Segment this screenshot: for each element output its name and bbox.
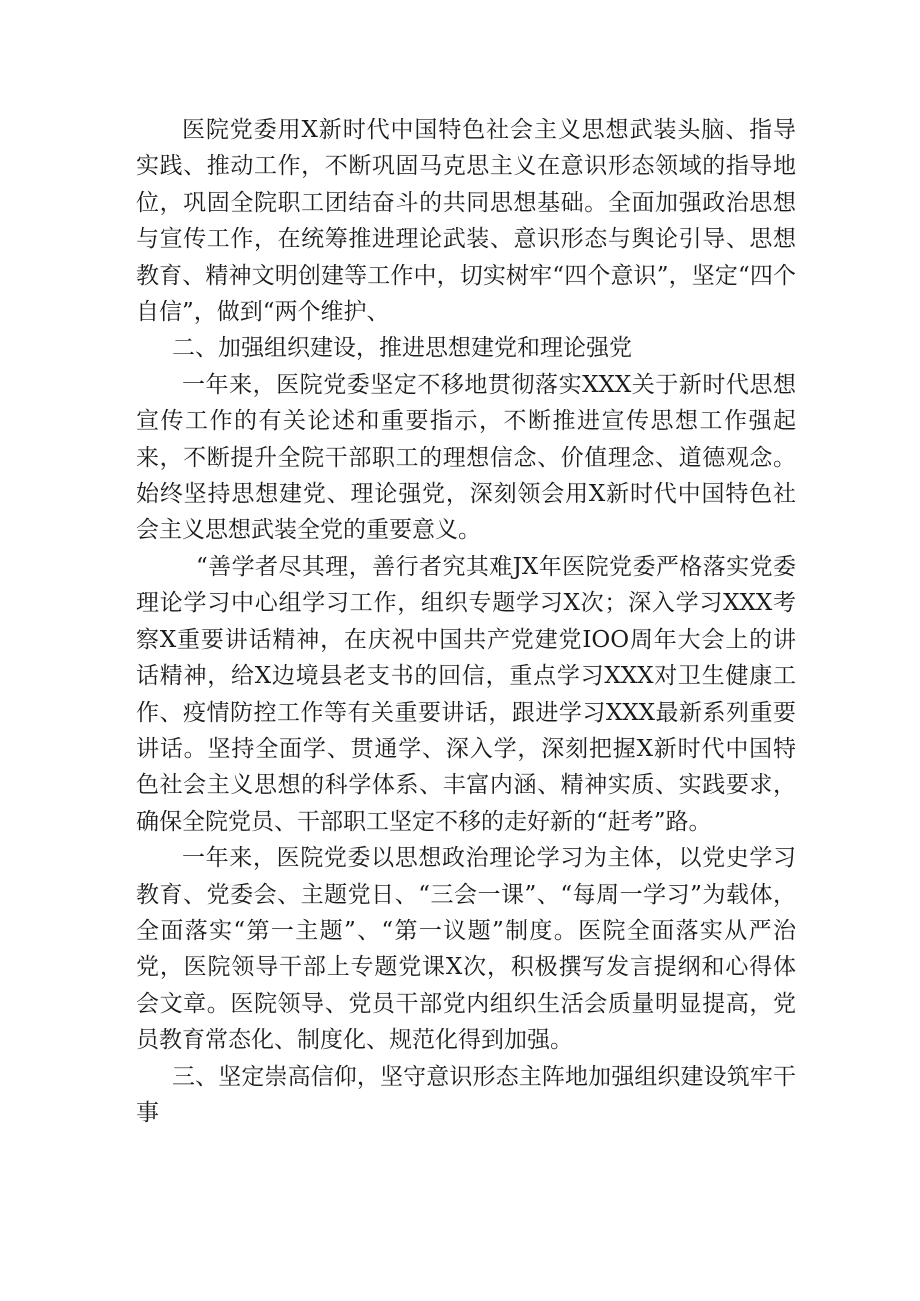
paragraph-year-review-propaganda: 一年来，医院党委坚定不移地贯彻落实XXX关于新时代思想宣传工作的有关论述和重要指示，不断推进宣传思想工作强起来，不断提升全院干部职工的理想信念、价值理念、道德观念。始终坚持思想建党、理论强党，深刻领会用X新时代中国特色社会主义思想武装全党的重要意义。: [136, 371, 796, 544]
section-heading-3: 三、坚定崇高信仰，坚守意识形态主阵地加强组织建设筑牢干事: [136, 1063, 796, 1126]
paragraph-year-review-study: 一年来，医院党委以思想政治理论学习为主体，以党史学习教育、党委会、主题党日、“三会一课”、“每周一学习”为载体，全面落实“第一主题”、“第一议题”制度。医院全面落实从严治党，医院领导干部上专题党课X次，积极撰写发言提纲和心得体会文章。医院领导、党员干部党内组织生活会质量明显提高，党员教育常态化、制度化、规范化得到加强。: [136, 845, 796, 1054]
paragraph-study-quote: “善学者尽其理，善行者究其难JX年医院党委严格落实党委理论学习中心组学习工作，组织专题学习X次；深入学习XXX考察X重要讲话精神，在庆祝中国共产党建党IOO周年大会上的讲话精神，给X边境县老支书的回信，重点学习XXX对卫生健康工作、疫情防控工作等有关重要讲话，跟进学习XXX最新系列重要讲话。坚持全面学、贯通学、深入学，深刻把握X新时代中国特色社会主义思想的科学体系、丰富内涵、精神实质、实践要求，确保全院党员、干部职工坚定不移的走好新的“赶考”路。: [136, 553, 796, 835]
document-body: [136, 112, 796, 1131]
paragraph-ideology-intro: 医院党委用X新时代中国特色社会主义思想武装头脑、指导实践、推动工作，不断巩固马克思主义在意识形态领域的指导地位，巩固全院职工团结奋斗的共同思想基础。全面加强政治思想与宣传工作，在统筹推进理论武装、意识形态与舆论引导、思想教育、精神文明创建等工作中，切实树牢“四个意识”，坚定“四个自信”，做到“两个维护、: [136, 117, 796, 326]
section-heading-2: 二、加强组织建设，推进思想建党和理论强党: [172, 335, 632, 362]
